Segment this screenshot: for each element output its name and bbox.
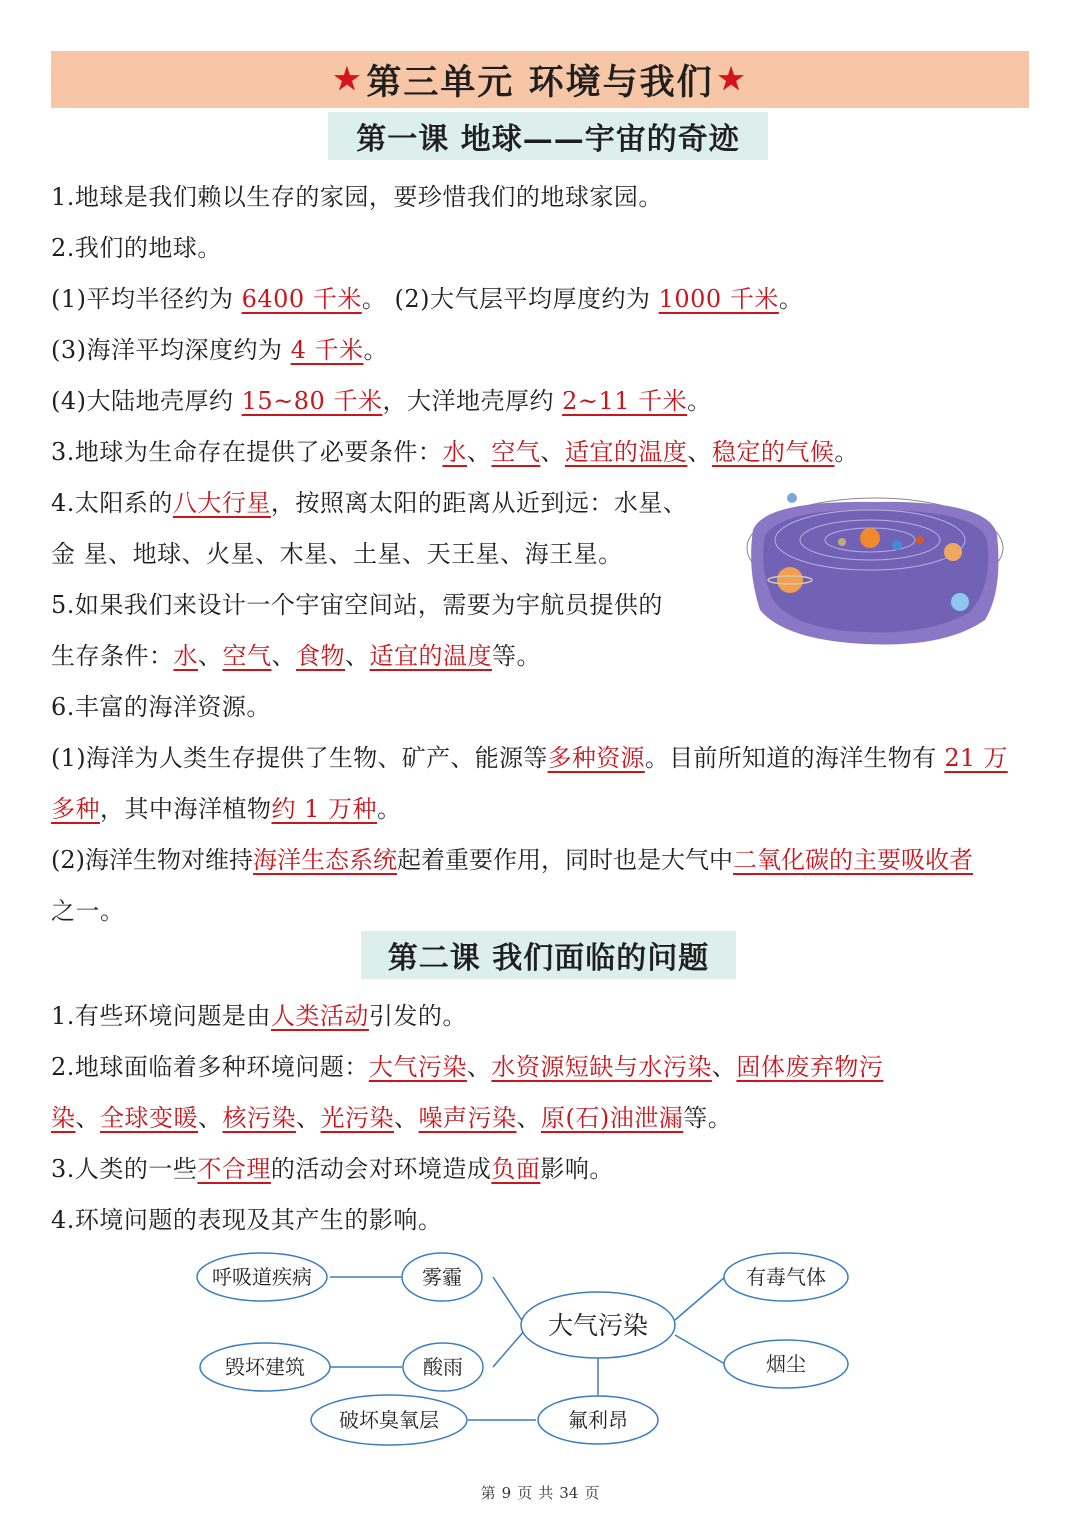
- air-pollution-mindmap: [180, 1240, 880, 1460]
- connector: [493, 1330, 525, 1367]
- lesson2-point2-cont: 染、全球变暖、核污染、光污染、噪声污染、原(石)油泄漏等。: [51, 1104, 733, 1132]
- node-ozone-damage: 破坏臭氧层: [339, 1408, 439, 1432]
- connector: [493, 1277, 525, 1325]
- lesson1-point5: 5.如果我们来设计一个宇宙空间站，需要为宇航员提供的: [51, 591, 663, 619]
- lesson1-point2-4: (4)大陆地壳厚约 15~80 千米，大洋地壳厚约 2~11 千米。: [51, 387, 712, 415]
- lesson1-point6-2: (2)海洋生物对维持海洋生态系统起着重要作用，同时也是大气中二氧化碳的主要吸收者: [51, 846, 973, 874]
- lesson1-point2-3: (3)海洋平均深度约为 4 千米。: [51, 336, 389, 364]
- unit-title-banner: [51, 51, 1029, 108]
- lesson1-point6: 6.丰富的海洋资源。: [51, 693, 271, 721]
- lesson1-point6-2-cont: 之一。: [51, 897, 125, 925]
- star-icon: ★: [717, 62, 747, 97]
- lesson1-point2: 2.我们的地球。: [51, 234, 222, 262]
- node-respiratory-disease: 呼吸道疾病: [212, 1265, 312, 1289]
- lesson1-point5-cont: 生存条件：水、空气、食物、适宜的温度等。: [51, 642, 541, 670]
- node-freon: 氟利昂: [568, 1408, 628, 1432]
- lesson1-point4: 4.太阳系的八大行星，按照离太阳的距离从近到远：水星、: [51, 489, 688, 517]
- lesson2-point3: 3.人类的一些不合理的活动会对环境造成负面影响。: [51, 1155, 614, 1183]
- lesson2-point1: 1.有些环境问题是由人类活动引发的。: [51, 1002, 467, 1030]
- lesson1-title: 第一课 地球——宇宙的奇迹: [328, 112, 768, 160]
- node-acid-rain: 酸雨: [423, 1355, 463, 1379]
- lesson2-point2: 2.地球面临着多种环境问题：大气污染、水资源短缺与水污染、固体废弃物污: [51, 1053, 884, 1081]
- lesson1-point4-cont: 金 星、地球、火星、木星、土星、天王星、海王星。: [51, 540, 623, 568]
- lesson1-point2-1: (1)平均半径约为 6400 千米。 (2)大气层平均厚度约为 1000 千米。: [51, 285, 804, 313]
- lesson2-title: 第二课 我们面临的问题: [361, 931, 736, 979]
- page-number: 9: [501, 1484, 512, 1502]
- solar-system-illustration: [745, 490, 1010, 648]
- node-toxic-gas: 有毒气体: [746, 1265, 826, 1289]
- lesson2-point4: 4.环境问题的表现及其产生的影响。: [51, 1206, 443, 1234]
- page-footer: 第 9 页 共 34 页: [480, 1484, 600, 1502]
- lesson1-point6-1: (1)海洋为人类生存提供了生物、矿产、能源等多种资源。目前所知道的海洋生物有 21 万: [51, 744, 1008, 772]
- node-damage-buildings: 毁坏建筑: [225, 1355, 305, 1379]
- node-haze: 雾霾: [422, 1265, 462, 1289]
- star-icon: ★: [333, 62, 363, 97]
- connector: [675, 1335, 725, 1364]
- lesson1-point1: 1.地球是我们赖以生存的家园，要珍惜我们的地球家园。: [51, 183, 663, 211]
- unit-title: 第三单元 环境与我们: [366, 61, 714, 103]
- page-total: 34: [559, 1484, 579, 1502]
- lesson1-point6-1-cont: 多种，其中海洋植物约 1 万种。: [51, 795, 402, 823]
- connector: [675, 1277, 725, 1320]
- lesson1-point3: 3.地球为生命存在提供了必要条件：水、空气、适宜的温度、稳定的气候。: [51, 438, 859, 466]
- node-air-pollution: 大气污染: [547, 1311, 649, 1340]
- node-smoke-dust: 烟尘: [766, 1352, 806, 1376]
